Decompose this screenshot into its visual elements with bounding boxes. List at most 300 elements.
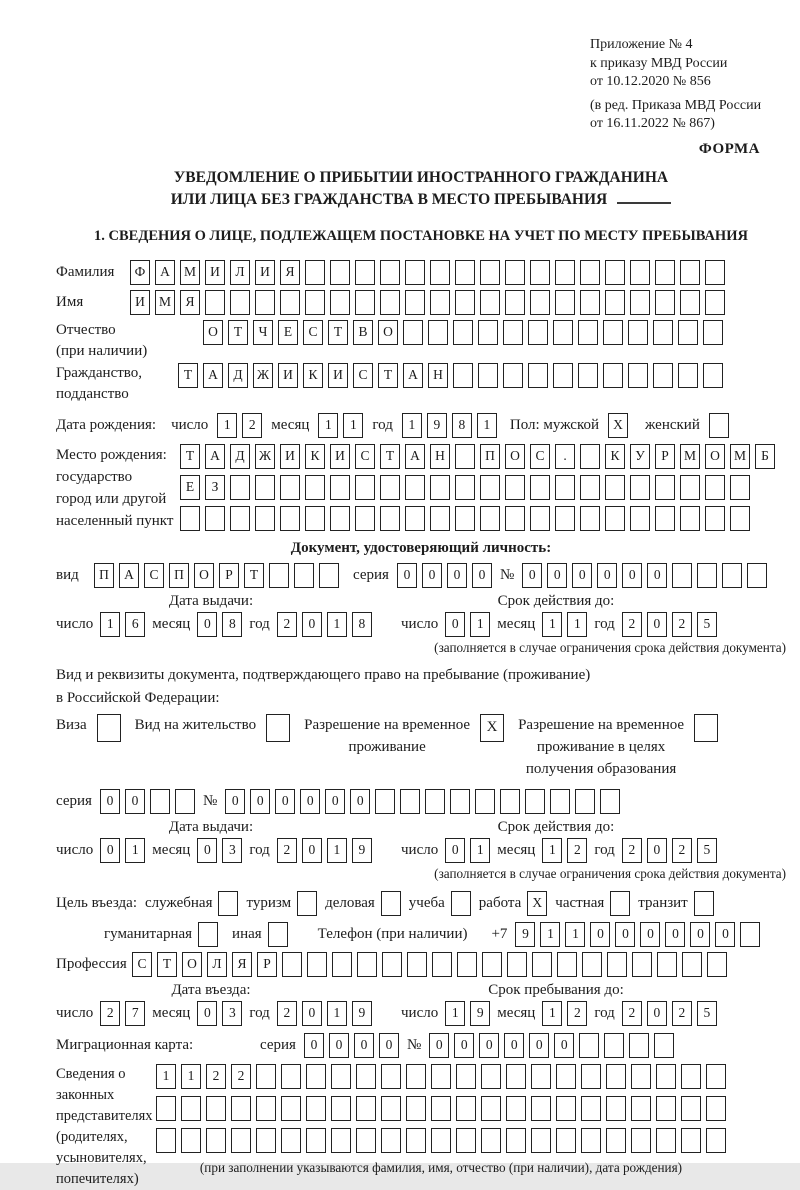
char-cell[interactable] — [730, 506, 750, 531]
char-cell[interactable] — [456, 1064, 476, 1089]
char-cell[interactable]: 1 — [540, 922, 560, 947]
char-cell[interactable]: И — [278, 363, 298, 388]
char-cell[interactable]: 2 — [100, 1001, 120, 1026]
char-cell[interactable]: С — [355, 444, 375, 469]
char-cell[interactable]: Т — [328, 320, 348, 345]
char-cell[interactable] — [555, 260, 575, 285]
char-cell[interactable]: 1 — [100, 612, 120, 637]
char-cell[interactable]: 2 — [622, 612, 642, 637]
char-cell[interactable] — [553, 363, 573, 388]
char-cell[interactable]: 1 — [542, 1001, 562, 1026]
char-cell[interactable]: Я — [232, 952, 252, 977]
char-cell[interactable] — [705, 475, 725, 500]
char-cell[interactable]: 2 — [672, 612, 692, 637]
char-cell[interactable]: П — [94, 563, 114, 588]
char-cell[interactable] — [478, 320, 498, 345]
char-cell[interactable]: М — [180, 260, 200, 285]
char-cell[interactable]: А — [205, 444, 225, 469]
char-cell[interactable] — [431, 1128, 451, 1153]
char-cell[interactable] — [507, 952, 527, 977]
char-cell[interactable] — [400, 789, 420, 814]
char-cell[interactable]: 0 — [647, 1001, 667, 1026]
char-cell[interactable]: Ж — [255, 444, 275, 469]
char-cell[interactable]: 1 — [542, 612, 562, 637]
char-cell[interactable] — [506, 1096, 526, 1121]
char-cell[interactable] — [707, 952, 727, 977]
char-cell[interactable] — [381, 1064, 401, 1089]
char-cell[interactable]: X — [480, 714, 504, 742]
char-cell[interactable] — [280, 506, 300, 531]
char-cell[interactable] — [97, 714, 121, 742]
char-cell[interactable]: С — [353, 363, 373, 388]
char-cell[interactable] — [682, 952, 702, 977]
char-cell[interactable] — [505, 475, 525, 500]
char-cell[interactable] — [653, 363, 673, 388]
char-cell[interactable] — [655, 260, 675, 285]
char-cell[interactable] — [455, 444, 475, 469]
char-cell[interactable]: 8 — [222, 612, 242, 637]
char-cell[interactable]: 0 — [647, 563, 667, 588]
char-cell[interactable] — [705, 260, 725, 285]
char-cell[interactable]: К — [305, 444, 325, 469]
char-cell[interactable] — [405, 475, 425, 500]
char-cell[interactable] — [478, 363, 498, 388]
char-cell[interactable]: К — [303, 363, 323, 388]
char-cell[interactable]: 0 — [472, 563, 492, 588]
char-cell[interactable] — [175, 789, 195, 814]
char-cell[interactable] — [582, 952, 602, 977]
char-cell[interactable] — [380, 506, 400, 531]
char-cell[interactable]: 3 — [222, 1001, 242, 1026]
char-cell[interactable]: Т — [157, 952, 177, 977]
char-cell[interactable]: 0 — [647, 838, 667, 863]
char-cell[interactable] — [380, 260, 400, 285]
char-cell[interactable] — [269, 563, 289, 588]
char-cell[interactable]: Ж — [253, 363, 273, 388]
char-cell[interactable] — [481, 1096, 501, 1121]
char-cell[interactable] — [580, 260, 600, 285]
char-cell[interactable] — [530, 475, 550, 500]
char-cell[interactable]: 9 — [427, 413, 447, 438]
char-cell[interactable] — [706, 1128, 726, 1153]
char-cell[interactable] — [206, 1128, 226, 1153]
char-cell[interactable] — [230, 290, 250, 315]
char-cell[interactable] — [506, 1128, 526, 1153]
char-cell[interactable] — [180, 506, 200, 531]
char-cell[interactable]: 0 — [304, 1033, 324, 1058]
char-cell[interactable] — [556, 1064, 576, 1089]
char-cell[interactable]: 0 — [302, 838, 322, 863]
char-cell[interactable] — [150, 789, 170, 814]
char-cell[interactable] — [205, 506, 225, 531]
char-cell[interactable] — [503, 320, 523, 345]
char-cell[interactable]: 1 — [445, 1001, 465, 1026]
char-cell[interactable]: 0 — [325, 789, 345, 814]
char-cell[interactable] — [605, 506, 625, 531]
char-cell[interactable] — [680, 260, 700, 285]
char-cell[interactable] — [156, 1096, 176, 1121]
char-cell[interactable] — [230, 506, 250, 531]
char-cell[interactable] — [578, 363, 598, 388]
char-cell[interactable]: 1 — [542, 838, 562, 863]
char-cell[interactable]: 1 — [125, 838, 145, 863]
char-cell[interactable] — [205, 290, 225, 315]
char-cell[interactable] — [740, 922, 760, 947]
char-cell[interactable] — [330, 506, 350, 531]
char-cell[interactable] — [455, 506, 475, 531]
char-cell[interactable] — [606, 1096, 626, 1121]
char-cell[interactable] — [330, 290, 350, 315]
char-cell[interactable]: 5 — [697, 612, 717, 637]
char-cell[interactable] — [382, 952, 402, 977]
char-cell[interactable] — [231, 1096, 251, 1121]
char-cell[interactable] — [181, 1096, 201, 1121]
char-cell[interactable]: 0 — [329, 1033, 349, 1058]
char-cell[interactable] — [305, 475, 325, 500]
char-cell[interactable]: 0 — [715, 922, 735, 947]
char-cell[interactable]: Р — [219, 563, 239, 588]
char-cell[interactable] — [256, 1128, 276, 1153]
char-cell[interactable] — [306, 1064, 326, 1089]
char-cell[interactable]: 1 — [327, 838, 347, 863]
char-cell[interactable]: О — [378, 320, 398, 345]
char-cell[interactable] — [630, 475, 650, 500]
char-cell[interactable]: 8 — [452, 413, 472, 438]
char-cell[interactable]: С — [530, 444, 550, 469]
char-cell[interactable] — [530, 506, 550, 531]
char-cell[interactable]: Т — [178, 363, 198, 388]
char-cell[interactable] — [656, 1096, 676, 1121]
char-cell[interactable] — [681, 1128, 701, 1153]
char-cell[interactable] — [628, 363, 648, 388]
char-cell[interactable] — [405, 506, 425, 531]
char-cell[interactable] — [580, 444, 600, 469]
char-cell[interactable] — [356, 1128, 376, 1153]
char-cell[interactable] — [556, 1096, 576, 1121]
char-cell[interactable] — [475, 789, 495, 814]
char-cell[interactable]: С — [303, 320, 323, 345]
char-cell[interactable] — [654, 1033, 674, 1058]
char-cell[interactable]: 0 — [529, 1033, 549, 1058]
char-cell[interactable] — [630, 290, 650, 315]
char-cell[interactable] — [525, 789, 545, 814]
char-cell[interactable] — [381, 891, 401, 916]
char-cell[interactable]: 2 — [622, 838, 642, 863]
char-cell[interactable]: 0 — [429, 1033, 449, 1058]
char-cell[interactable] — [307, 952, 327, 977]
char-cell[interactable] — [380, 290, 400, 315]
char-cell[interactable] — [206, 1096, 226, 1121]
char-cell[interactable] — [356, 1096, 376, 1121]
char-cell[interactable]: 2 — [672, 838, 692, 863]
char-cell[interactable] — [456, 1096, 476, 1121]
char-cell[interactable] — [480, 260, 500, 285]
char-cell[interactable] — [705, 506, 725, 531]
char-cell[interactable]: 1 — [181, 1064, 201, 1089]
char-cell[interactable] — [405, 290, 425, 315]
char-cell[interactable] — [678, 320, 698, 345]
char-cell[interactable] — [528, 363, 548, 388]
char-cell[interactable] — [575, 789, 595, 814]
char-cell[interactable]: И — [130, 290, 150, 315]
char-cell[interactable]: 2 — [242, 413, 262, 438]
char-cell[interactable] — [481, 1128, 501, 1153]
char-cell[interactable] — [557, 952, 577, 977]
char-cell[interactable]: 0 — [197, 838, 217, 863]
char-cell[interactable] — [580, 506, 600, 531]
char-cell[interactable]: 7 — [125, 1001, 145, 1026]
char-cell[interactable]: Р — [257, 952, 277, 977]
char-cell[interactable] — [330, 260, 350, 285]
char-cell[interactable] — [532, 952, 552, 977]
char-cell[interactable] — [581, 1128, 601, 1153]
char-cell[interactable]: 2 — [567, 1001, 587, 1026]
char-cell[interactable]: 0 — [250, 789, 270, 814]
char-cell[interactable]: У — [630, 444, 650, 469]
char-cell[interactable]: П — [169, 563, 189, 588]
char-cell[interactable] — [255, 290, 275, 315]
char-cell[interactable]: А — [403, 363, 423, 388]
char-cell[interactable] — [678, 363, 698, 388]
char-cell[interactable] — [297, 891, 317, 916]
char-cell[interactable]: 2 — [277, 1001, 297, 1026]
char-cell[interactable]: И — [205, 260, 225, 285]
char-cell[interactable] — [331, 1064, 351, 1089]
char-cell[interactable]: 8 — [352, 612, 372, 637]
char-cell[interactable] — [655, 290, 675, 315]
char-cell[interactable] — [255, 506, 275, 531]
char-cell[interactable] — [280, 475, 300, 500]
char-cell[interactable] — [456, 1128, 476, 1153]
char-cell[interactable]: 0 — [454, 1033, 474, 1058]
char-cell[interactable] — [730, 475, 750, 500]
char-cell[interactable] — [581, 1096, 601, 1121]
char-cell[interactable]: Л — [207, 952, 227, 977]
char-cell[interactable] — [605, 260, 625, 285]
char-cell[interactable] — [181, 1128, 201, 1153]
char-cell[interactable] — [405, 260, 425, 285]
char-cell[interactable] — [319, 563, 339, 588]
char-cell[interactable] — [607, 952, 627, 977]
char-cell[interactable] — [281, 1064, 301, 1089]
char-cell[interactable] — [697, 563, 717, 588]
char-cell[interactable] — [703, 363, 723, 388]
char-cell[interactable]: З — [205, 475, 225, 500]
char-cell[interactable]: 5 — [697, 838, 717, 863]
char-cell[interactable] — [294, 563, 314, 588]
char-cell[interactable] — [694, 891, 714, 916]
char-cell[interactable] — [430, 290, 450, 315]
char-cell[interactable]: 0 — [197, 612, 217, 637]
char-cell[interactable]: 2 — [277, 612, 297, 637]
char-cell[interactable] — [505, 290, 525, 315]
char-cell[interactable]: 0 — [522, 563, 542, 588]
char-cell[interactable] — [680, 475, 700, 500]
char-cell[interactable] — [430, 475, 450, 500]
char-cell[interactable]: Б — [755, 444, 775, 469]
char-cell[interactable] — [604, 1033, 624, 1058]
char-cell[interactable] — [451, 891, 471, 916]
char-cell[interactable]: 0 — [300, 789, 320, 814]
char-cell[interactable]: 0 — [302, 1001, 322, 1026]
char-cell[interactable]: 0 — [422, 563, 442, 588]
char-cell[interactable] — [453, 320, 473, 345]
char-cell[interactable]: . — [555, 444, 575, 469]
char-cell[interactable]: Ф — [130, 260, 150, 285]
char-cell[interactable] — [505, 260, 525, 285]
char-cell[interactable] — [703, 320, 723, 345]
char-cell[interactable]: О — [705, 444, 725, 469]
char-cell[interactable] — [430, 506, 450, 531]
char-cell[interactable] — [455, 290, 475, 315]
char-cell[interactable]: 0 — [350, 789, 370, 814]
char-cell[interactable] — [331, 1128, 351, 1153]
char-cell[interactable]: 0 — [100, 789, 120, 814]
char-cell[interactable]: 1 — [402, 413, 422, 438]
char-cell[interactable]: 9 — [470, 1001, 490, 1026]
char-cell[interactable]: 9 — [352, 838, 372, 863]
char-cell[interactable]: Д — [228, 363, 248, 388]
char-cell[interactable] — [531, 1064, 551, 1089]
char-cell[interactable]: 0 — [100, 838, 120, 863]
char-cell[interactable] — [455, 260, 475, 285]
char-cell[interactable]: 1 — [156, 1064, 176, 1089]
char-cell[interactable]: 0 — [572, 563, 592, 588]
char-cell[interactable]: 0 — [504, 1033, 524, 1058]
char-cell[interactable] — [357, 952, 377, 977]
char-cell[interactable] — [500, 789, 520, 814]
char-cell[interactable] — [655, 506, 675, 531]
char-cell[interactable]: Ч — [253, 320, 273, 345]
char-cell[interactable]: С — [132, 952, 152, 977]
char-cell[interactable]: Т — [244, 563, 264, 588]
char-cell[interactable] — [375, 789, 395, 814]
char-cell[interactable]: О — [203, 320, 223, 345]
char-cell[interactable]: 2 — [231, 1064, 251, 1089]
char-cell[interactable] — [428, 320, 448, 345]
char-cell[interactable] — [705, 290, 725, 315]
char-cell[interactable] — [407, 952, 427, 977]
char-cell[interactable] — [482, 952, 502, 977]
char-cell[interactable]: И — [280, 444, 300, 469]
char-cell[interactable] — [657, 952, 677, 977]
char-cell[interactable] — [694, 714, 718, 742]
char-cell[interactable]: О — [505, 444, 525, 469]
char-cell[interactable]: М — [730, 444, 750, 469]
char-cell[interactable] — [555, 290, 575, 315]
char-cell[interactable] — [331, 1096, 351, 1121]
char-cell[interactable] — [555, 506, 575, 531]
char-cell[interactable] — [256, 1064, 276, 1089]
char-cell[interactable] — [425, 789, 445, 814]
char-cell[interactable] — [605, 475, 625, 500]
char-cell[interactable]: 2 — [277, 838, 297, 863]
char-cell[interactable] — [603, 320, 623, 345]
char-cell[interactable]: А — [203, 363, 223, 388]
char-cell[interactable]: 0 — [590, 922, 610, 947]
char-cell[interactable] — [305, 506, 325, 531]
char-cell[interactable] — [198, 922, 218, 947]
char-cell[interactable]: 9 — [352, 1001, 372, 1026]
char-cell[interactable]: 0 — [665, 922, 685, 947]
char-cell[interactable]: 5 — [697, 1001, 717, 1026]
char-cell[interactable] — [480, 506, 500, 531]
char-cell[interactable] — [355, 290, 375, 315]
char-cell[interactable]: 0 — [302, 612, 322, 637]
char-cell[interactable] — [332, 952, 352, 977]
char-cell[interactable]: 9 — [515, 922, 535, 947]
char-cell[interactable] — [655, 475, 675, 500]
char-cell[interactable] — [610, 891, 630, 916]
char-cell[interactable]: 1 — [327, 1001, 347, 1026]
char-cell[interactable] — [709, 413, 729, 438]
char-cell[interactable]: 0 — [197, 1001, 217, 1026]
char-cell[interactable] — [457, 952, 477, 977]
char-cell[interactable] — [580, 475, 600, 500]
char-cell[interactable] — [630, 506, 650, 531]
char-cell[interactable] — [450, 789, 470, 814]
char-cell[interactable]: 0 — [547, 563, 567, 588]
char-cell[interactable] — [255, 475, 275, 500]
char-cell[interactable]: И — [255, 260, 275, 285]
char-cell[interactable]: А — [405, 444, 425, 469]
char-cell[interactable]: Т — [380, 444, 400, 469]
char-cell[interactable]: 0 — [615, 922, 635, 947]
char-cell[interactable]: 0 — [447, 563, 467, 588]
char-cell[interactable]: 2 — [672, 1001, 692, 1026]
char-cell[interactable]: О — [194, 563, 214, 588]
char-cell[interactable] — [528, 320, 548, 345]
char-cell[interactable] — [306, 1128, 326, 1153]
char-cell[interactable]: Н — [428, 363, 448, 388]
char-cell[interactable] — [706, 1064, 726, 1089]
char-cell[interactable] — [480, 475, 500, 500]
char-cell[interactable]: 1 — [327, 612, 347, 637]
char-cell[interactable] — [481, 1064, 501, 1089]
char-cell[interactable] — [706, 1096, 726, 1121]
char-cell[interactable]: 3 — [222, 838, 242, 863]
char-cell[interactable] — [632, 952, 652, 977]
char-cell[interactable]: 0 — [690, 922, 710, 947]
char-cell[interactable] — [600, 789, 620, 814]
char-cell[interactable]: М — [680, 444, 700, 469]
char-cell[interactable] — [681, 1096, 701, 1121]
char-cell[interactable] — [628, 320, 648, 345]
char-cell[interactable]: 1 — [470, 612, 490, 637]
char-cell[interactable] — [531, 1128, 551, 1153]
char-cell[interactable]: 0 — [554, 1033, 574, 1058]
char-cell[interactable]: 1 — [477, 413, 497, 438]
char-cell[interactable]: Т — [228, 320, 248, 345]
char-cell[interactable]: Т — [180, 444, 200, 469]
char-cell[interactable] — [722, 563, 742, 588]
char-cell[interactable] — [355, 475, 375, 500]
char-cell[interactable] — [230, 475, 250, 500]
char-cell[interactable]: 1 — [470, 838, 490, 863]
char-cell[interactable] — [606, 1064, 626, 1089]
char-cell[interactable]: 2 — [622, 1001, 642, 1026]
char-cell[interactable] — [282, 952, 302, 977]
char-cell[interactable] — [630, 260, 650, 285]
char-cell[interactable]: П — [480, 444, 500, 469]
char-cell[interactable]: И — [328, 363, 348, 388]
char-cell[interactable] — [431, 1096, 451, 1121]
char-cell[interactable]: 0 — [397, 563, 417, 588]
char-cell[interactable]: 6 — [125, 612, 145, 637]
char-cell[interactable] — [430, 260, 450, 285]
char-cell[interactable] — [156, 1128, 176, 1153]
char-cell[interactable]: X — [608, 413, 628, 438]
